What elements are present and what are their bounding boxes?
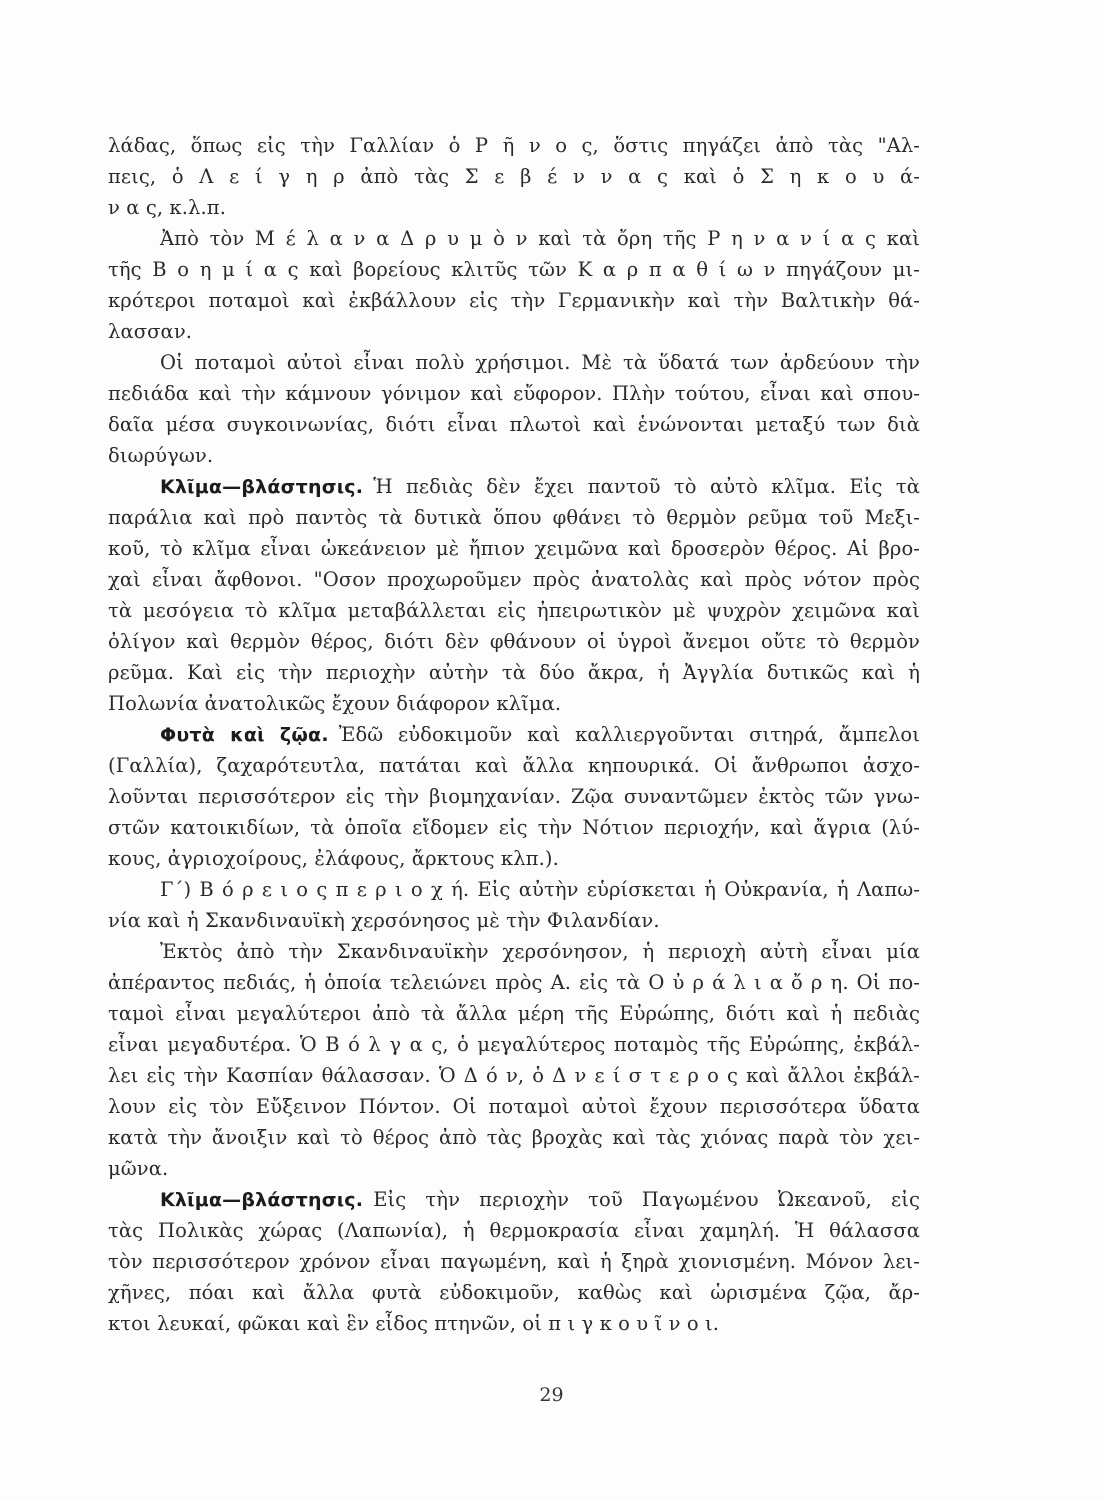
text-line: κους, ἀγριοχοίρους, ἐλάφους, ἄρκτους κλπ.). xyxy=(108,847,559,870)
text-line: ρεῦμα. Καὶ εἰς τὴν περιοχὴν αὐτὴν τὰ δύο ἄκρα, ἡ Ἀγγλία δυτικῶς καὶ ἡ xyxy=(108,661,920,684)
text-line: Γ΄) Β ό ρ ε ι ο ς π ε ρ ι ο χ ή. Εἰς αὐτὴν εὑρίσκεται ἡ Οὐκρανία, ἡ Λαπω- xyxy=(160,878,920,901)
text-line: (Γαλλία), ζαχαρότευτλα, πατάται καὶ ἄλλα κηπουρικά. Οἱ ἄνθρωποι ἀσχο- xyxy=(108,754,920,777)
text-line: Ἐκτὸς ἀπὸ τὴν Σκανδιναυϊκὴν χερσόνησον, ἡ περιοχὴ αὐτὴ εἶναι μία xyxy=(160,940,920,963)
text-line: τὰς Πολικὰς χώρας (Λαπωνία), ἡ θερμοκρασία εἶναι χαμηλή. Ἡ θάλασσα xyxy=(108,1219,920,1242)
text-line: παράλια καὶ πρὸ παντὸς τὰ δυτικὰ ὅπου φθάνει τὸ θερμὸν ρεῦμα τοῦ Μεξι- xyxy=(108,506,920,529)
page-body xyxy=(108,130,920,1339)
text-line: τὰ μεσόγεια τὸ κλῖμα μεταβάλλεται εἰς ἠπειρωτικὸν μὲ ψυχρὸν χειμῶνα καὶ xyxy=(108,599,920,622)
text-line: λει εἰς τὴν Κασπίαν θάλασσαν. Ὁ Δ ό ν, ὁ Δ ν ε ί σ τ ε ρ ο ς καὶ ἄλλοι ἐκβάλ- xyxy=(108,1064,920,1087)
text-line: δαῖα μέσα συγκοινωνίας, διότι εἶναι πλωτοὶ καὶ ἑνώνονται μεταξύ των διὰ xyxy=(108,413,920,436)
section-heading-flora-fauna: Φυτὰ καὶ ζῷα. xyxy=(160,724,329,746)
paragraph-climate-west xyxy=(108,471,920,502)
text-line: εἶναι μεγαδυτέρα. Ὁ Β ό λ γ α ς, ὁ μεγαλύτερος ποταμὸς τῆς Εὐρώπης, ἐκβάλ- xyxy=(108,1033,920,1056)
paragraph-flora-fauna xyxy=(108,719,920,750)
text-line: πεις, ὁ Λ ε ί γ η ρ ἀπὸ τὰς Σ ε β έ ν ν α ς καὶ ὁ Σ η κ ο υ ά- xyxy=(108,165,920,188)
text-line: λασσαν. xyxy=(108,320,193,343)
text-line: λάδας, ὅπως εἰς τὴν Γαλλίαν ὁ Ρ ῆ ν ο ς, ὅστις πηγάζει ἀπὸ τὰς "Αλ- xyxy=(108,134,920,157)
text-line: χῆνες, πόαι καὶ ἄλλα φυτὰ εὐδοκιμοῦν, καθὼς καὶ ὡρισμένα ζῷα, ἄρ- xyxy=(108,1281,920,1304)
text-line: διωρύγων. xyxy=(108,444,214,467)
text-run: Ἡ πεδιὰς δὲν ἔχει παντοῦ τὸ αὐτὸ κλῖμα. Εἰς τὰ xyxy=(373,475,920,498)
text-line: κτοι λευκαί, φῶκαι καὶ ἓν εἶδος πτηνῶν, οἱ π ι γ κ ο υ ῖ ν ο ι. xyxy=(108,1312,720,1335)
text-line: Ἀπὸ τὸν Μ έ λ α ν α Δ ρ υ μ ὸ ν καὶ τὰ ὄρη τῆς Ρ η ν α ν ί α ς καὶ xyxy=(160,227,920,250)
text-line: λοῦνται περισσότερον εἰς τὴν βιομηχανίαν. Ζῷα συναντῶμεν ἐκτὸς τῶν γνω- xyxy=(108,785,920,808)
text-line: κρότεροι ποταμοὶ καὶ ἐκβάλλουν εἰς τὴν Γερμανικὴν καὶ τὴν Βαλτικὴν θά- xyxy=(108,289,920,312)
text-line: Πολωνία ἀνατολικῶς ἔχουν διάφορον κλῖμα. xyxy=(108,692,562,715)
text-line: τὸν περισσότερον χρόνον εἶναι παγωμένη, καὶ ἡ ξηρὰ χιονισμένη. Μόνον λει- xyxy=(108,1250,920,1273)
page-number: 29 xyxy=(539,1384,564,1406)
text-line: χαὶ εἶναι ἄφθονοι. "Οσον προχωροῦμεν πρὸς ἀνατολὰς καὶ πρὸς νότον πρὸς xyxy=(108,568,920,591)
text-line: μῶνα. xyxy=(108,1157,169,1180)
text-line: στῶν κατοικιδίων, τὰ ὁποῖα εἴδομεν εἰς τὴν Νότιον περιοχήν, καὶ ἄγρια (λύ- xyxy=(108,816,920,839)
text-run: Εἰς τὴν περιοχὴν τοῦ Παγωμένου Ὠκεανοῦ, εἰς xyxy=(373,1188,920,1211)
paragraph-climate-north xyxy=(108,1184,920,1215)
text-line: κοῦ, τὸ κλῖμα εἶναι ὠκεάνειον μὲ ἤπιον χειμῶνα καὶ δροσερὸν θέρος. Αἱ βρο- xyxy=(108,537,920,560)
text-line: Οἱ ποταμοὶ αὐτοὶ εἶναι πολὺ χρήσιμοι. Μὲ τὰ ὕδατά των ἀρδεύουν τὴν xyxy=(160,351,920,374)
text-run: Ἐδῶ εὐδοκιμοῦν καὶ καλλιεργοῦνται σιτηρά, ἄμπελοι xyxy=(338,723,920,746)
text-line: ταμοὶ εἶναι μεγαλύτεροι ἀπὸ τὰ ἄλλα μέρη τῆς Εὐρώπης, διότι καὶ ἡ πεδιὰς xyxy=(108,1002,920,1025)
text-line: ν α ς, κ.λ.π. xyxy=(108,196,226,219)
text-line: τῆς Β ο η μ ί α ς καὶ βορείους κλιτῦς τῶν Κ α ρ π α θ ί ω ν πηγάζουν μι- xyxy=(108,258,920,281)
section-heading-climate: Κλῖμα—βλάστησις. xyxy=(160,476,364,498)
text-line: νία καὶ ἡ Σκανδιναυϊκὴ χερσόνησος μὲ τὴν Φιλανδίαν. xyxy=(108,909,660,932)
section-heading-climate-north: Κλῖμα—βλάστησις. xyxy=(160,1189,364,1211)
text-line: ἀπέραντος πεδιάς, ἡ ὁποία τελειώνει πρὸς Α. εἰς τὰ Ο ὐ ρ ά λ ι α ὄ ρ η. Οἱ πο- xyxy=(108,971,920,994)
text-line: κατὰ τὴν ἄνοιξιν καὶ τὸ θέρος ἀπὸ τὰς βροχὰς καὶ τὰς χιόνας παρὰ τὸν χει- xyxy=(108,1126,920,1149)
text-line: ὀλίγον καὶ θερμὸν θέρος, διότι δὲν φθάνουν οἱ ὑγροὶ ἄνεμοι οὔτε τὸ θερμὸν xyxy=(108,630,920,653)
text-line: πεδιάδα καὶ τὴν κάμνουν γόνιμον καὶ εὔφορον. Πλὴν τούτου, εἶναι καὶ σπου- xyxy=(108,382,920,405)
text-line: λουν εἰς τὸν Εὔξεινον Πόντον. Οἱ ποταμοὶ αὐτοὶ ἔχουν περισσότερα ὕδατα xyxy=(108,1095,920,1118)
